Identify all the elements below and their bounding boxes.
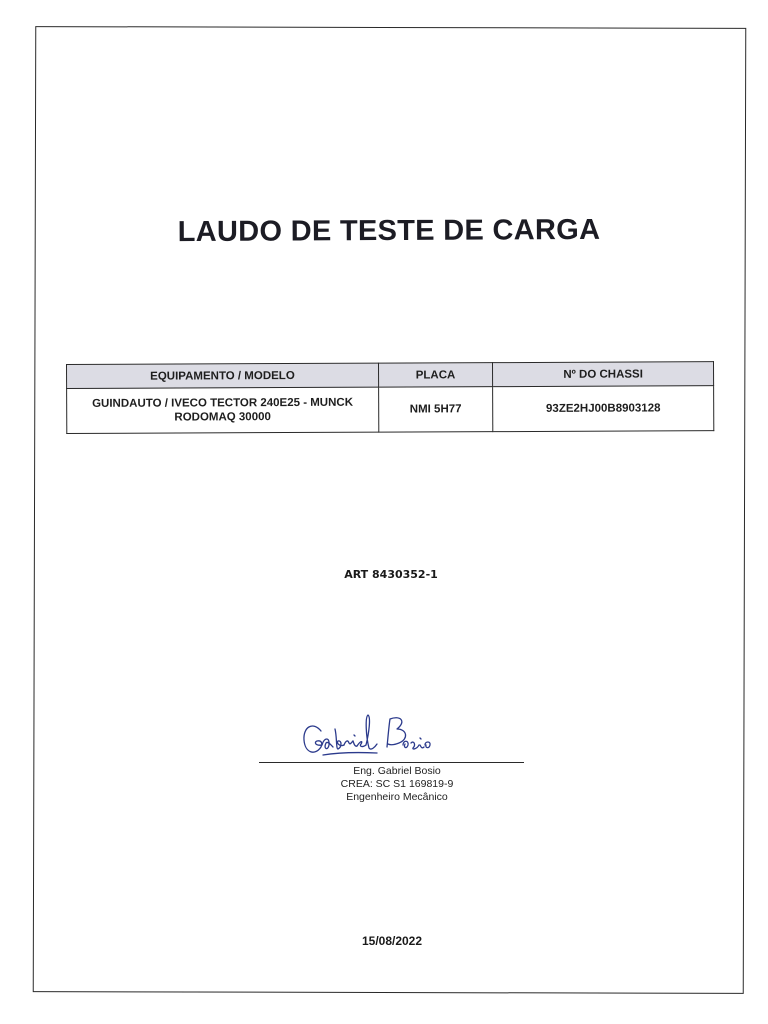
equipment-line-2: RODOMAQ 30000 bbox=[174, 411, 271, 424]
cell-equipment-model bbox=[67, 387, 379, 433]
table-header-row bbox=[67, 362, 714, 389]
header-chassis: Nº DO CHASSI bbox=[493, 362, 714, 387]
art-number: ART 8430352-1 bbox=[344, 568, 438, 581]
page-border bbox=[33, 26, 747, 994]
header-equipment-model: EQUIPAMENTO / MODELO bbox=[67, 363, 379, 388]
handwritten-signature bbox=[295, 707, 445, 767]
equipment-line-1: GUINDAUTO / IVECO TECTOR 240E25 - MUNCK bbox=[92, 396, 354, 410]
signer-crea: CREA: SC S1 169819-9 bbox=[340, 778, 454, 790]
cell-chassis: 93ZE2HJ00B8903128 bbox=[493, 386, 714, 432]
signer-block bbox=[252, 765, 542, 804]
equipment-table bbox=[66, 361, 714, 434]
header-plate: PLACA bbox=[378, 363, 492, 387]
document-date: 15/08/2022 bbox=[361, 934, 423, 948]
signer-name: Eng. Gabriel Bosio bbox=[353, 765, 441, 777]
cell-plate: NMI 5H77 bbox=[378, 387, 493, 432]
table-row bbox=[67, 386, 714, 434]
document-title: LAUDO DE TESTE DE CARGA bbox=[177, 213, 601, 249]
signature-line bbox=[259, 762, 524, 763]
signer-role: Engenheiro Mecânico bbox=[346, 791, 448, 803]
